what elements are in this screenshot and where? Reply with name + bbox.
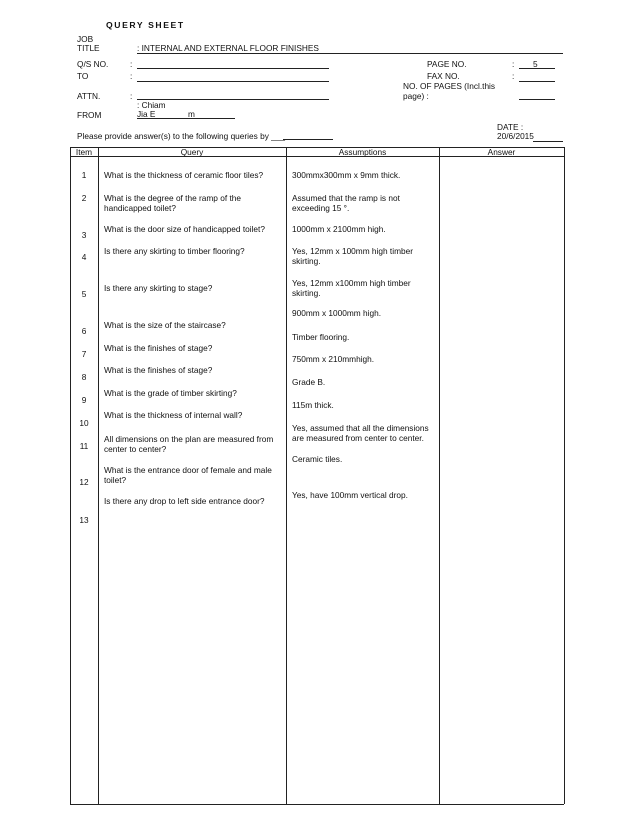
assumption-text: Ceramic tiles. [292, 454, 343, 464]
query-text: Is there any skirting to stage? [104, 283, 213, 293]
assumption-text: Yes, have 100mm vertical drop. [292, 490, 408, 500]
assumption-text: 900mm x 1000mm high. [292, 308, 382, 318]
query-text: What is the degree of the ramp of the handicapped toilet? [104, 193, 241, 213]
query-text: What is the thickness of ceramic floor tiles? [104, 170, 264, 180]
query-text: What is the size of the staircase? [104, 320, 226, 330]
table-divider-assumptions-answer [439, 147, 440, 804]
item-number: 1 [81, 170, 87, 180]
query-text: All dimensions on the plan are measured from center to center? [104, 434, 274, 454]
date-label: DATE : [497, 122, 524, 132]
assumption-text: 300mmx300mm x 9mm thick. [292, 170, 401, 180]
assumption-text: 750mm x 210mmhigh. [292, 354, 375, 364]
page-no-colon: : [512, 59, 515, 69]
to-colon: : [130, 71, 133, 81]
assumption-text: Yes, 12mm x 100mm high timber skirting. [292, 246, 413, 266]
header-answer: Answer [487, 147, 516, 157]
attn-colon: : [130, 91, 133, 101]
table-bottom-border [70, 804, 564, 805]
item-number: 4 [81, 252, 87, 262]
assumption-text: Timber flooring. [292, 332, 350, 342]
job-title-underline [137, 53, 563, 54]
job-title-value: : INTERNAL AND EXTERNAL FLOOR FINISHES [137, 43, 319, 53]
item-number: 13 [79, 515, 89, 525]
assumption-text: Yes, assumed that all the dimensions are measured from center to center. [292, 423, 429, 443]
from-value-line2: Jia E [137, 109, 156, 119]
table-divider-item-query [98, 147, 99, 804]
from-label: FROM [77, 110, 102, 120]
fax-no-field-line [519, 81, 555, 82]
assumption-text: Yes, 12mm x100mm high timber skirting. [292, 278, 411, 298]
to-field-line [137, 81, 329, 82]
item-number: 11 [79, 441, 89, 451]
query-text: Is there any drop to left side entrance door? [104, 496, 265, 506]
page-no-label: PAGE NO. [427, 59, 467, 69]
instruction-text: Please provide answer(s) to the following queries by ___ [77, 131, 285, 141]
header-assumptions: Assumptions [338, 147, 387, 157]
query-text: Is there any skirting to timber flooring? [104, 246, 245, 256]
item-number: 6 [81, 326, 87, 336]
assumption-text: 115m thick. [292, 400, 334, 410]
assumption-text: Assumed that the ramp is not exceeding 15 °. [292, 193, 400, 213]
job-title-label-line1: JOB [77, 34, 94, 44]
query-text: What is the entrance door of female and male toilet? [104, 465, 272, 485]
sheet-title: QUERY SHEET [106, 20, 185, 30]
item-number: 12 [79, 477, 89, 487]
item-number: 8 [81, 372, 87, 382]
fax-no-label: FAX NO. [427, 71, 460, 81]
instruction-deadline-line [283, 139, 333, 140]
no-of-pages-field-line [519, 99, 555, 100]
fax-no-colon: : [512, 71, 515, 81]
attn-label: ATTN. [77, 91, 101, 101]
assumption-text: Grade B. [292, 377, 326, 387]
qs-no-field-line [137, 68, 329, 69]
no-of-pages-label-line1: NO. OF PAGES (Incl.this [403, 81, 496, 91]
table-right-border [564, 147, 565, 804]
query-text: What is the finishes of stage? [104, 365, 213, 375]
item-number: 3 [81, 230, 87, 240]
query-text: What is the thickness of internal wall? [104, 410, 243, 420]
item-number: 10 [79, 418, 89, 428]
date-value: 20/6/2015 [497, 131, 534, 141]
item-number: 7 [81, 349, 87, 359]
qs-no-colon: : [130, 59, 133, 69]
table-divider-query-assumptions [286, 147, 287, 804]
query-text: What is the finishes of stage? [104, 343, 213, 353]
assumption-text: 1000mm x 2100mm high. [292, 224, 386, 234]
from-value-line1: : Chiam [137, 100, 166, 110]
from-value-line3: m [188, 109, 195, 119]
table-left-border [70, 147, 71, 804]
query-text: What is the door size of handicapped toilet? [104, 224, 265, 234]
page-no-field-line [519, 68, 555, 69]
qs-no-label: Q/S NO. [77, 59, 109, 69]
item-number: 2 [81, 193, 87, 203]
header-query: Query [180, 147, 204, 157]
to-label: TO [77, 71, 89, 81]
header-item: Item [75, 147, 93, 157]
from-field-line [137, 118, 235, 119]
date-field-line [533, 141, 563, 142]
job-title-label-line2: TITLE [77, 43, 100, 53]
page-no-value: 5 [533, 59, 538, 69]
item-number: 9 [81, 395, 87, 405]
item-number: 5 [81, 289, 87, 299]
no-of-pages-label-line2: page) : [403, 91, 429, 101]
query-text: What is the grade of timber skirting? [104, 388, 237, 398]
